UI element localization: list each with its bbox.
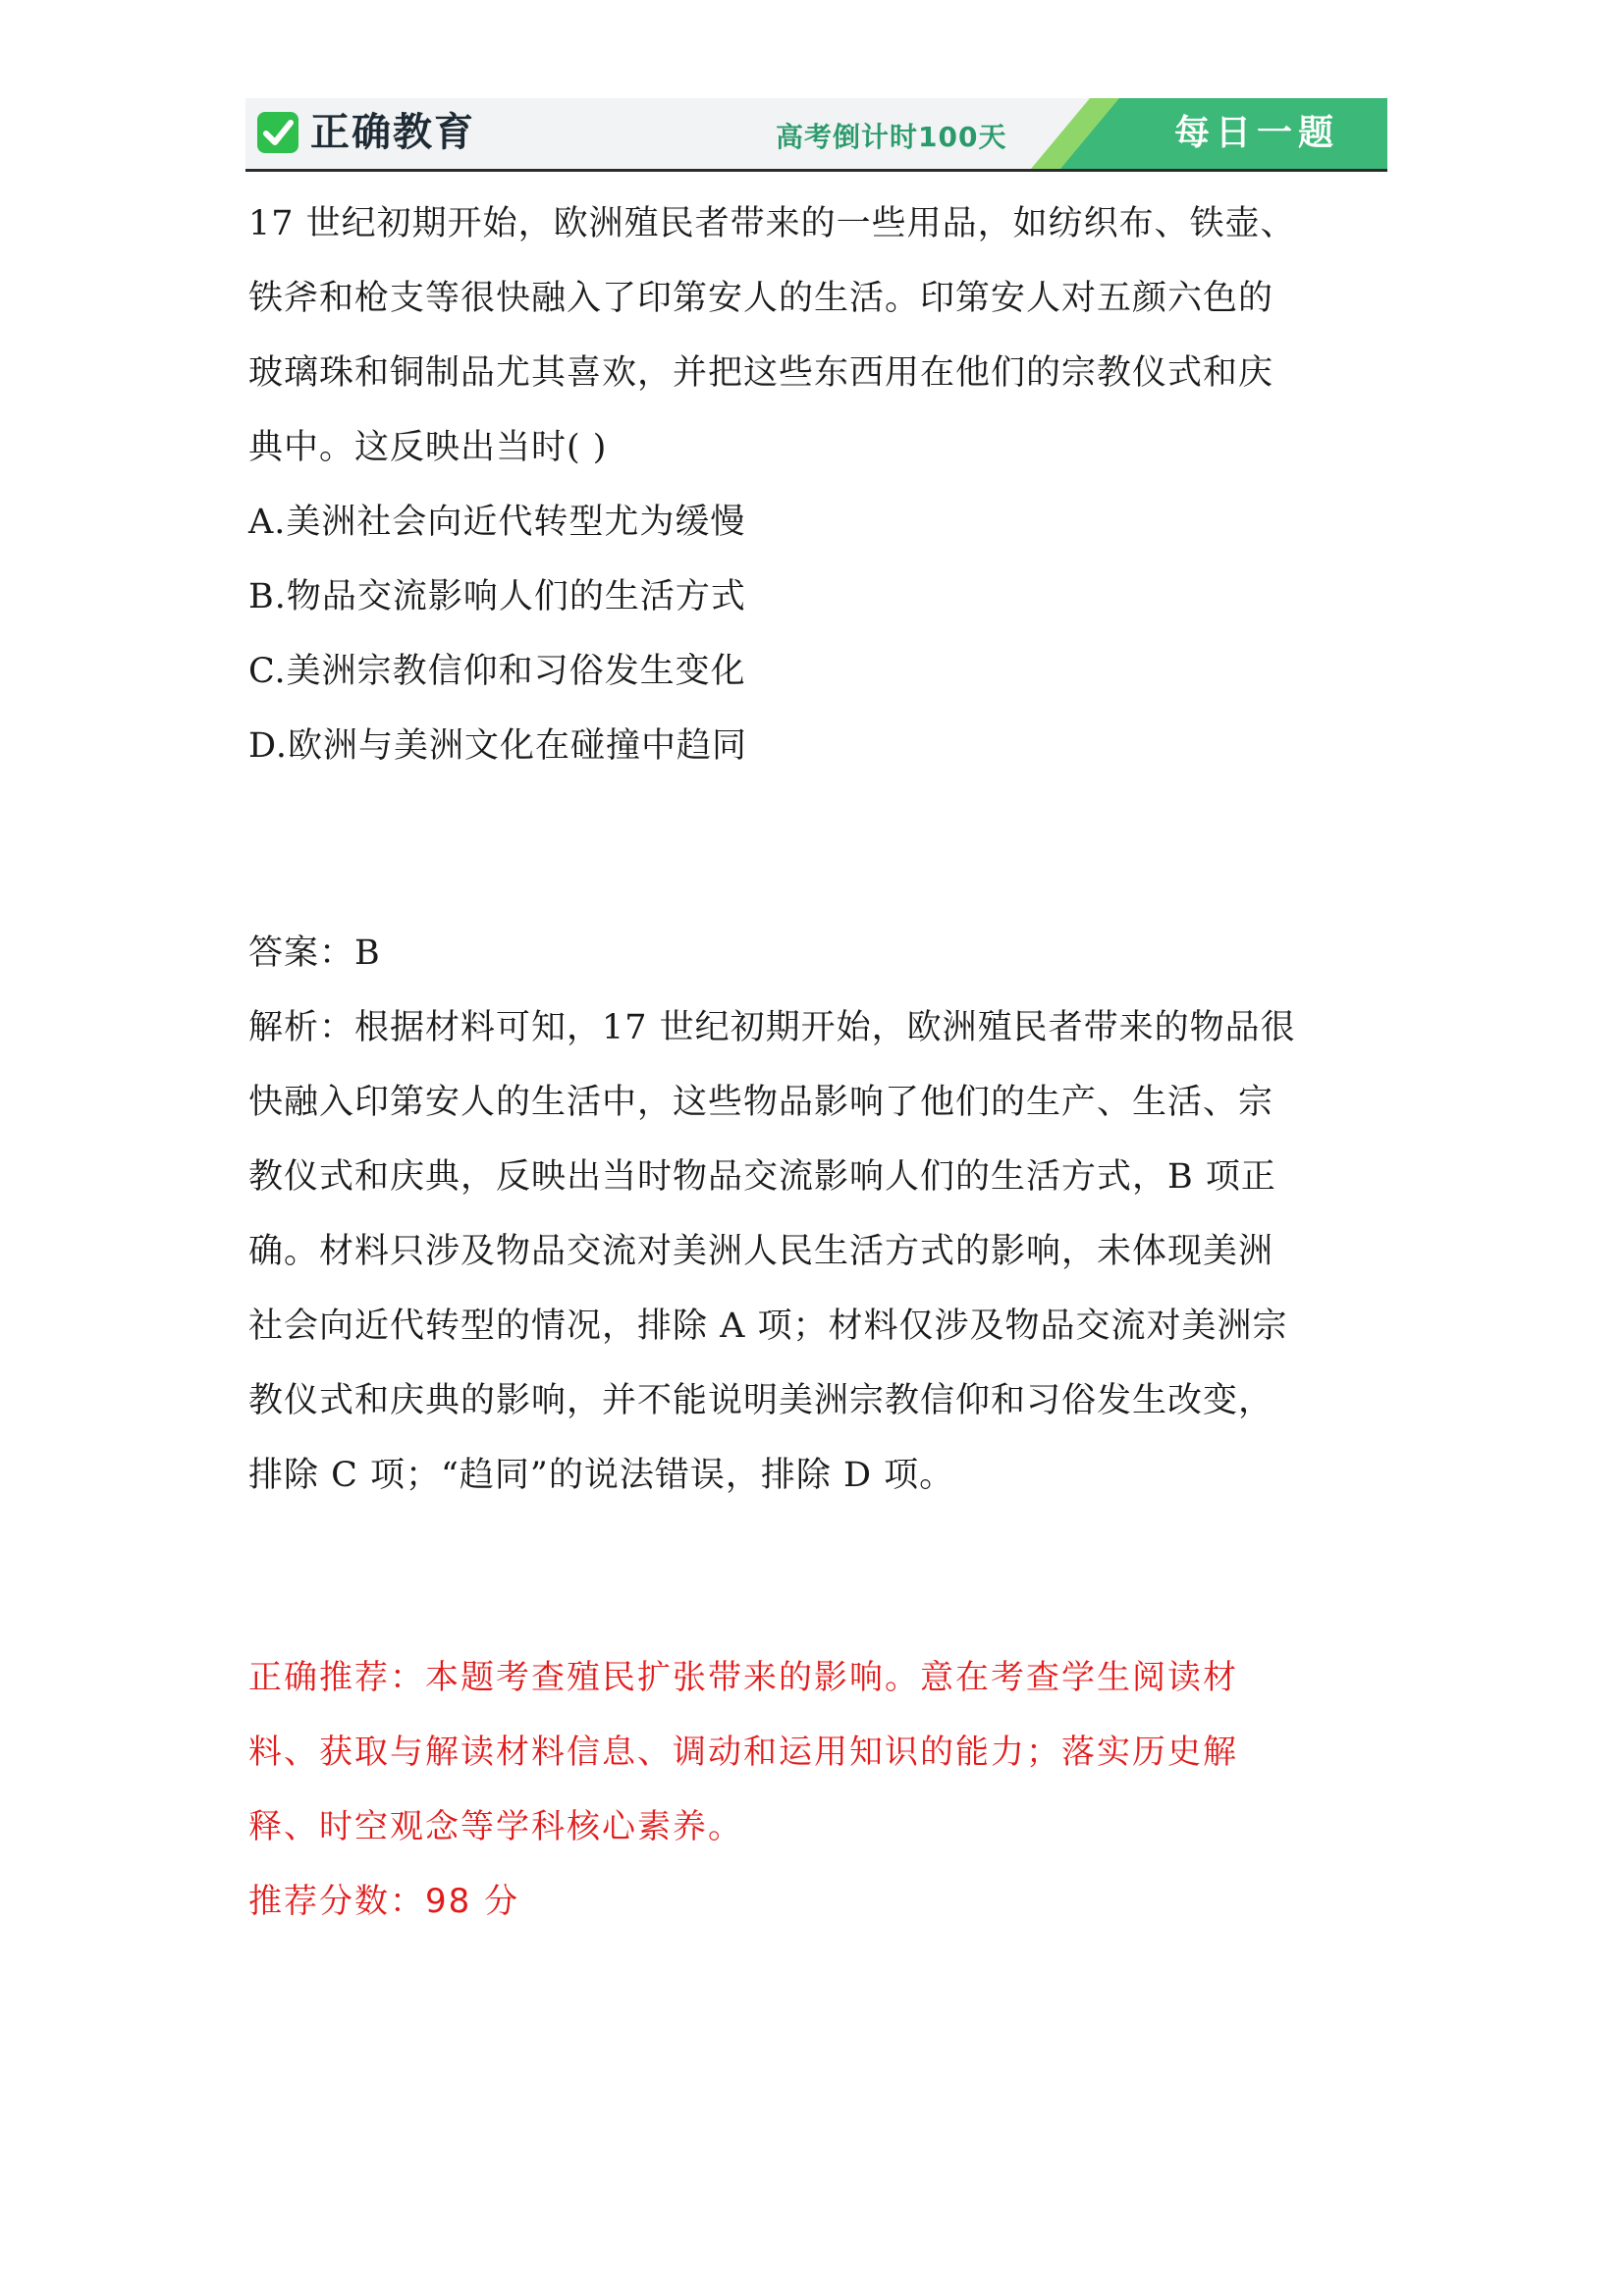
brand-name: 正确教育	[310, 110, 475, 155]
recommendation-line: 释、时空观念等学科核心素养。	[248, 1807, 743, 1846]
stem-line: 玻璃珠和铜制品尤其喜欢，并把这些东西用在他们的宗教仪式和庆	[248, 353, 1274, 393]
option-c: C.美洲宗教信仰和习俗发生变化	[248, 652, 746, 691]
option-d: D.欧洲与美洲文化在碰撞中趋同	[248, 726, 747, 766]
analysis	[248, 990, 1387, 1513]
stem-line: 典中。这反映出当时( )	[248, 428, 608, 467]
analysis-line: 社会向近代转型的情况，排除 A 项；材料仅涉及物品交流对美洲宗	[248, 1307, 1288, 1346]
analysis-line: 教仪式和庆典，反映出当时物品交流影响人们的生活方式，B 项正	[248, 1157, 1276, 1197]
countdown-text: 高考倒计时100天	[776, 121, 1007, 153]
recommendation-line: 正确推荐：本题考查殖民扩张带来的影响。意在考查学生阅读材	[248, 1658, 1238, 1697]
analysis-line: 快融入印第安人的生活中，这些物品影响了他们的生产、生活、宗	[248, 1083, 1274, 1122]
stem-line: 17 世纪初期开始，欧洲殖民者带来的一些用品，如纺织布、铁壶、	[248, 204, 1296, 243]
document-body	[248, 187, 1387, 1939]
header-banner	[245, 98, 1387, 169]
recommended-score: 推荐分数：98 分	[248, 1882, 520, 1921]
analysis-line: 教仪式和庆典的影响，并不能说明美洲宗教信仰和习俗发生改变，	[248, 1381, 1274, 1420]
analysis-line: 排除 C 项；“趋同”的说法错误，排除 D 项。	[248, 1456, 955, 1495]
options-list	[248, 485, 1387, 783]
recommendation	[248, 1640, 1387, 1939]
option-a: A.美洲社会向近代转型尤为缓慢	[248, 503, 746, 542]
checkmark-icon	[257, 112, 298, 153]
option-b: B.物品交流影响人们的生活方式	[248, 577, 746, 616]
recommendation-line: 料、获取与解读材料信息、调动和运用知识的能力；落实历史解	[248, 1733, 1238, 1772]
daily-question-tab: 每日一题	[1173, 113, 1339, 153]
spacer	[248, 783, 1387, 916]
stem-line: 铁斧和枪支等很快融入了印第安人的生活。印第安人对五颜六色的	[248, 279, 1274, 318]
analysis-line: 确。材料只涉及物品交流对美洲人民生活方式的影响，未体现美洲	[248, 1232, 1274, 1271]
header-divider	[245, 169, 1387, 172]
analysis-line: 解析：根据材料可知，17 世纪初期开始，欧洲殖民者带来的物品很	[248, 1008, 1296, 1047]
question-stem	[248, 187, 1387, 485]
spacer	[248, 1513, 1387, 1640]
answer-label: 答案：B	[248, 934, 381, 973]
